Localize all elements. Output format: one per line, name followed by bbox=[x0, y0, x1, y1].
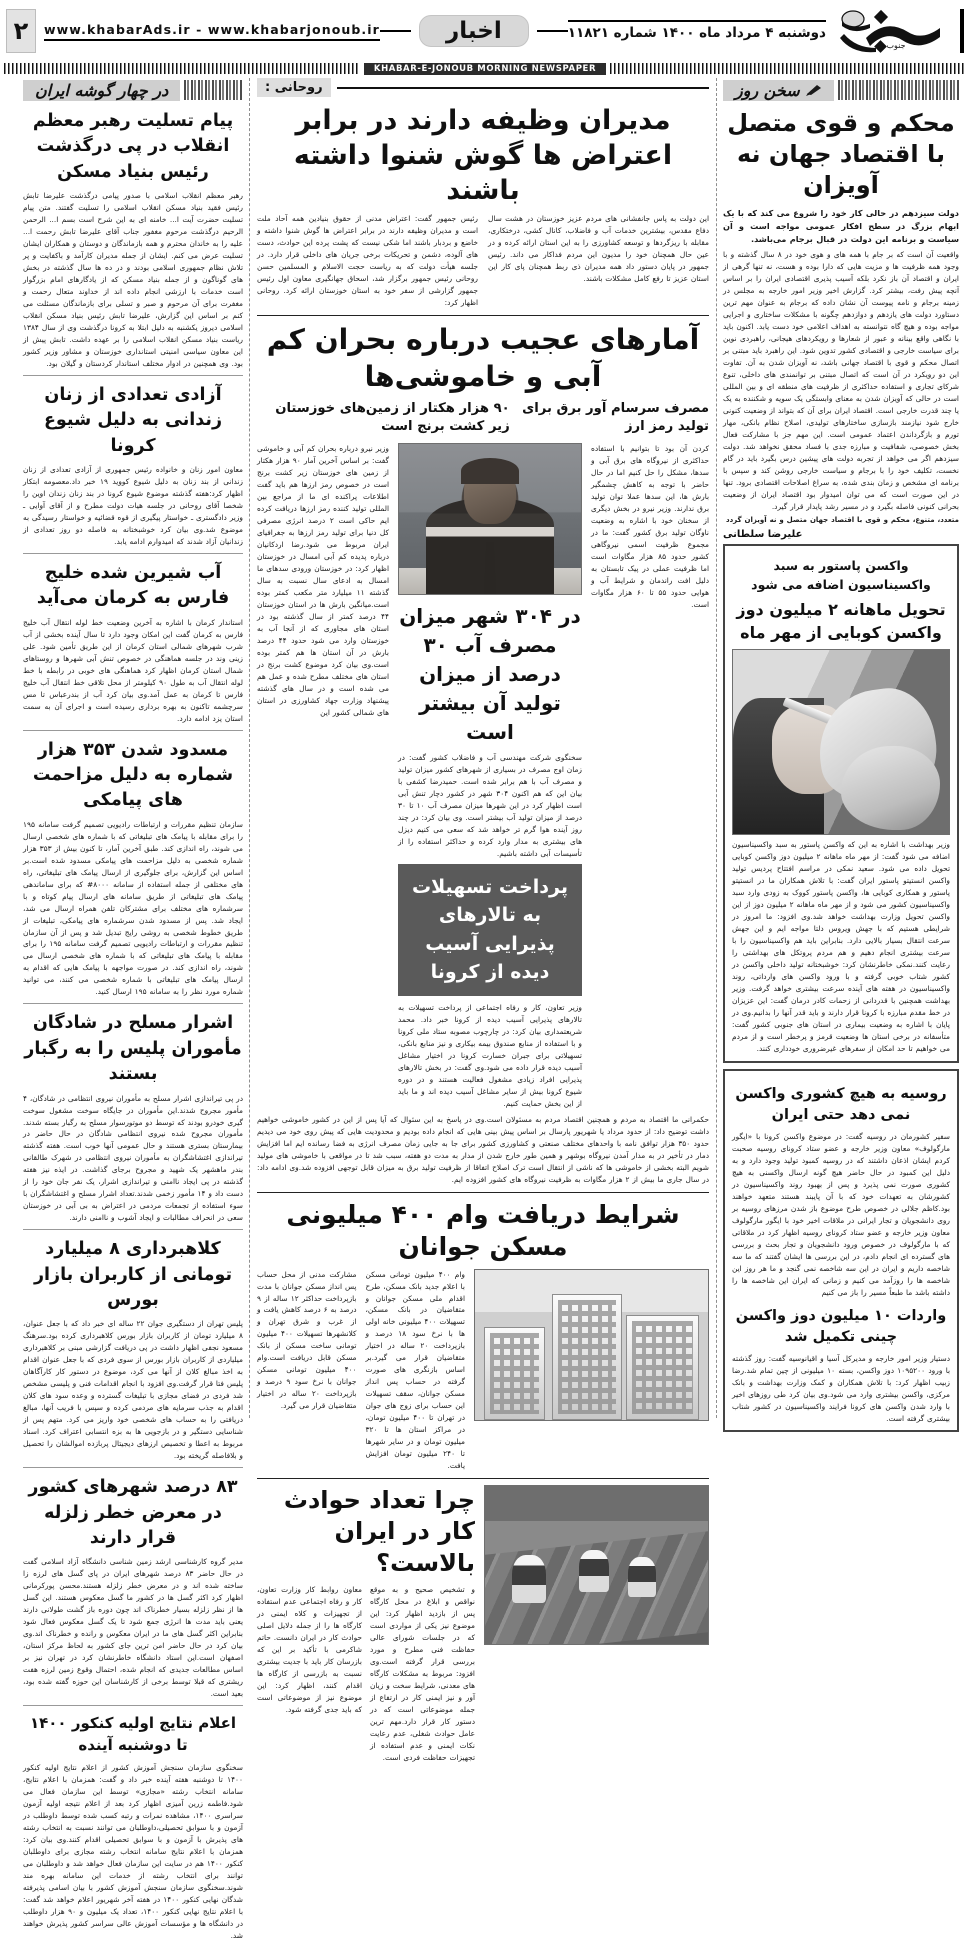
banner-sokhan-rooz bbox=[723, 78, 959, 102]
vaccine-article bbox=[723, 544, 959, 1062]
banner-label-wrap-2 bbox=[23, 80, 180, 101]
banner-pattern-2 bbox=[184, 80, 243, 100]
housing-body-right: مشارکت مدنی از محل حساب پس انداز مسکن جوانان با مدت بازپرداخت حداکثر ۱۲ ساله از ۹ درصد به ۶ درصد کاهش یافت و از غرب و شرق تهران و کلانشهرها تسهیلات ۴۰۰ میلیون تومانی ساخت مسکن از بانک مسکن قابل دریافت است.وام ۴۰۰ میلیون تومانی مسکن جوانان با نرخ سود ۹ درصد و بازپرداخت ۲۰ ساله در اختیار متقاضیان قرار می گیرد. bbox=[257, 1269, 357, 1411]
top-rule bbox=[337, 87, 709, 89]
left-divider-3 bbox=[23, 1003, 243, 1004]
left-divider-5 bbox=[23, 1467, 243, 1468]
column-main-news bbox=[250, 78, 716, 1762]
left-divider-6 bbox=[23, 1705, 243, 1706]
russia-headline: روسیه به هیچ کشوری واکسن نمی دهد حتی ایران bbox=[735, 1085, 947, 1123]
minister-photo bbox=[398, 443, 582, 595]
banner-pattern bbox=[838, 80, 959, 100]
rouhani-kicker: روحانی : bbox=[257, 78, 331, 97]
left-divider-0 bbox=[23, 375, 243, 376]
water-crisis-headline: آمارهای عجیب درباره بحران کم آبی و خاموشی‌ها bbox=[266, 323, 700, 393]
photo-worker-2 bbox=[579, 1550, 609, 1592]
china-body: دستیار وزیر امور خارجه و مدیرکل آسیا و اقیانوسیه گفت: روز گذشته با ورود ۱۰۹۵۲۰۰ دوز واکسن، بسته ۱۰ میلیونی از چین تمام شد.رضا زبیب اظهار کرد: با تلاش همکاران و کمک وزارت بهداشت و بانک مرکزی، واکسن بیشتری وارد می شود.وی بیان کرد طی روزهای اخیر با وارد شدن واکسن های کرونا فرایند واکسیناسیون در کشور شتاب بیشتری گرفته است. bbox=[732, 1353, 950, 1423]
paper-logo[interactable] bbox=[568, 8, 964, 54]
photo-hair bbox=[461, 458, 519, 484]
editorial-body: واقعیت آن است که بر جام با همه های و هوی خود در ۸ سال گذشته و با وجود همه ظرفیت ها و مزیت هایی که دارا بوده و هست، نه تنها گرهی از ایران و اقتصاد آن باز نکرد بلکه آسیب پذیری اقتصادی ایران را بر اساس آنچه پیش رفت، بیشتر کرد. گزارش اخیر وزیر امور خارجه به مجلس در زمینه برجام و نامه پیوست آن نشان داده که برجام به عنوان مهم ترین دستاورد دولت های یازدهم و دوازدهم چگونه با مشکلات ساختاری و اجرایی مواجه بوده و هیچ گاه نتوانسته به اهداف اعلامی خود دست یابد. اکنون باید با نگاهی واقع بینانه و عبور از شعارها و رویکردهای هیجانی، راهبردی نوین برای سیاست خارجی و اقتصادی کشور تدوین شود. این راهبرد باید مبتنی بر اتصال محکم و قوی با اقتصاد جهانی باشد، نه آویزان شدن به آن. تفاوت این دو رویکرد در آن است که اتصال مبتنی بر توانمندی های داخلی، تنوع شرکای تجاری و استفاده حداکثری از ظرفیت های منطقه ای و بین المللی است در حالی که آویزان شدن به معنای وابستگی یک سویه و شکننده به یک یا چند قدرت خارجی است. اقتصاد ایران برای آن که بتواند از وضعیت کنونی خارج شود نیازمند بازسازی ساختارهای تولیدی، اصلاح نظام بانکی، مهار تورم و بازگرداندن اعتماد عمومی است. این مهم جز با مشارکت فعال بخش خصوصی، شفافیت و مبارزه جدی با فساد محقق نخواهد شد. دولت سیزدهم اگر می خواهد از تجربه دولت های پیشین درس بگیرد باید در گام نخست، تکلیف خود را با برجام و سیاست خارجی روشن کند و سپس با برنامه ای مشخص و زمان بندی شده، به سراغ اصلاحات اقتصادی برود. تنها در این صورت است که می توان امیدوار بود اقتصاد ایران از وضعیت بحرانی کنونی فاصله بگیرد و در مسیر رشد پایدار قرار گیرد. bbox=[723, 250, 959, 512]
article-body-0: رهبر معظم انقلاب اسلامی با صدور پیامی درگذشت علیرضا تابش رئیس فقید بنیاد مسکن انقلاب اسلامی را تسلیت گفتند. متن پیام تسلیت حضرت آیت ا... خامنه ای به این شرح است بسم ا... الرحمن الرحیم درگذشت مرحوم مغفور جناب آقای علیرضا تابش رحمت ا... علیه را به خاندان محترم و همه بازماندگان و دوستان و همکاران ایشان تسلیت عرض می کنم. ایشان از جمله مدیران کارآمد و باکفایت و پر تلاش نظام جمهوری اسلامی بودند و در ده ها سال گذشته در بخش های گوناگون و از جمله بنیاد مسکن که از یادگارهای امام بزرگوار است خدمات با ارزشی انجام داده اند از خداوند متعال رحمت و مغفرت برای آن مرحوم و صبر و تسلی برای بازماندگان مسئلت می کنم بر اساس این گزارش، علیرضا تابش رئیس بنیاد مسکن انقلاب اسلامی دیروز یکشنبه به دلیل ابتلا به کرونا درگذشت وی از سال ۱۳۸۴ ریاست بنیاد مسکن انقلاب اسلامی را بر عهده داشت. تابش پیش از این معاون سیاسی امنیتی استانداری خوزستان و مشاور وزیر کشور بود. وی همچنین در ادوار مختلف استاندار کردستان و گیلان بود. bbox=[23, 191, 243, 368]
housing-body-left: وام ۴۰۰ میلیون تومانی مسکن با اعلام جدید بانک مسکن، طرح اقدام ملی مسکن جوانان و متقاضیان در بانک مسکن، تسهیلات ۴۰۰ میلیونی خانه اولی ها با نرخ سود ۱۸ درصد و بازپرداخت ۲۰ ساله در اختیار متقاضیان قرار می گیرد.بر اساس بازنگری های صورت گرفته در حساب پس انداز مسکن جوانان، سقف تسهیلات این حساب برای زوج های جوان در تهران تا ۴۰۰ میلیون تومان، در مراکز استان ها تا ۳۲۰ میلیون تومان و در سایر شهرها تا ۲۴۰ میلیون تومان افزایش یافت. bbox=[365, 1269, 465, 1471]
article-headline-6: ۸۳ درصد شهرهای کشور در معرض خطر زلزله قرار دارند bbox=[28, 1477, 238, 1549]
water-col-b: حکمرانی ما اقتصاد به مردم و همچنین اقتصاد مردم به مسئولان است.وی در پاسخ به این سئوال که آیا پس از این در کشور خاموشی خواهیم داشت توضیح داد: از حدود مرداد یا شهریور پارسال بر اساس پیش بینی هایی که انجام داده بودیم و محدودیت هایی که پیش روی خود می دیدیم حدود ۳۵۰ هزار توافق نامه با واحدهای مختلف صنعتی و کشاورزی کشور برای جا به جایی زمان مصرف انرژی به فضا رسانده ایم اما افزایش دمار در تأخیر در به مدار آمدن نیروگاه بوشهر و همین طور خارج شدن از مدار به مدت دو هفته، سبب شد تا در مواقعی با خاموشی های مولید شویم البته بخشی از خاموشی ها که ناشی از انتقال است ترک اصلاح اتفاقا از ظرفیت تولید برق به میزان قابل توجهی افزوده شد.وی ادامه داد: در سال جاری ما بیش از ۲ هزار مگاوات به ظرفیت نیروگاه های کشور افزوده ایم. bbox=[257, 1114, 709, 1184]
banner-label-2: در چهار گوشه ایران bbox=[35, 80, 169, 100]
banner-label: سخن روز bbox=[735, 80, 800, 100]
photo-hand2-shape bbox=[841, 746, 940, 831]
masthead-right bbox=[6, 9, 380, 53]
work-body-right: معاون روابط کار وزارت تعاون، کار و رفاه اجتماعی عدم استفاده از تجهیزات و کلاه ایمنی در کارگاه ها را از جمله دلایل اصلی حوادث کار در ایران دانست. حاتم شاکرمی با تأکید بر این که بازرسان کار باید با جدیت بیشتری نسبت به بازرسی از کارگاه ها اقدام کنند، اظهار کرد: این موضوع نیز از موضوعاتی است که باید جدی گرفته شود. bbox=[257, 1584, 362, 1714]
city-water-body: سخنگوی شرکت مهندسی آب و فاضلاب کشور گفت: در زمان اوج مصرف در بسیاری از شهرهای کشور میزان تولید و مصرف آب با هم برابر شده است. حمیدرضا کشفی با بیان این که هم اکنون ۳۰۴ شهر در کشور دچار تنش آبی است اظهار کرد در این شهرها میزان مصرف آب ۱۰ تا ۳۰ درصد از میزان تولید آب بیشتر است. وی بیان کرد: در چند روز آینده هوا گرم تر خواهد شد که سعی می کنیم دیزل های بیشتری به مدار وارد کرده و حداکثر استفاده را از تأسیسات آبی داشته باشیم. bbox=[398, 752, 583, 858]
logo-rule bbox=[960, 9, 964, 53]
apartment-photo bbox=[474, 1269, 709, 1421]
masthead-center bbox=[380, 0, 568, 62]
article-headline-5: کلاهبرداری ۸ میلیارد تومانی از کاربران بازار بورس bbox=[33, 1239, 233, 1311]
divider-1 bbox=[257, 315, 709, 316]
article-body-2: استاندار کرمان با اشاره به آخرین وضعیت خط لوله انتقال آب خلیج فارس به کرمان گفت این امکان وجود دارد تا سال آینده بخشی از آب شرب شهرهای شمالی استان کرمان از این طریق تأمین شود. علی زینی وند در جلسه هماهنگی در خصوص تنش آبی شهرها و روستاهای شمال استان کرمان اظهار کرد هماهنگی های خوبی در رابطه با خط لوله انتقال آب به طول ۹۰ کیلومتر از محل تلاقی خط انتقال آب خلیج فارس تا کرمان به عمل آمد.وی بیان کرد آب از بندرعباس تا مس سرچشمه تاکنون به بهره برداری رسیده است و اجرای آن به سمت استان یزد ادامه دارد. bbox=[23, 617, 243, 723]
photo-worker-1 bbox=[512, 1555, 546, 1603]
article-body-6: مدیر گروه کارشناسی ارشد زمین شناسی دانشگاه آزاد اسلامی گفت در حال حاضر ۸۳ درصد شهرهای ایران در پای گسل های لرزه زا ساخته شده اند و در معرض خطر زلزله هستند.محسن پورکرمانی اظهار کرد اکثر گسل ها در کشور ما گسل معکوس هستند. این گسل ها از نظر زلزله بسیار خطرناک اند چون دوره باز گشت طولانی دارند یعنی باید مدت ها انرژی جمع شود تا یک گسل معکوس فعال شود بنابراین اکثر گسل های ما در ایران معکوس و رانده و خطرناک اند.وی بیان کرد در حال حاضر امن ترین جای کشور به لحاظ مرکز استان، اصفهان است.این استاد دانشگاه خاطرنشان کرد در تهران نیز بر اساس مطالعات جدیدی که انجام شده، احتمال وقوع زمین لرزه هفت ریشتری که قبلا توسط برخی از کارشناسان این حوزه گفته شده بود، بعید است. bbox=[23, 1557, 243, 1699]
vaccine-headline: تحویل ماهانه ۲ میلیون دوز واکسن کوبایی از مهر ماه bbox=[736, 599, 946, 642]
workers-photo bbox=[484, 1485, 709, 1645]
divider-2 bbox=[257, 1192, 709, 1193]
article-body-5: پلیس تهران از دستگیری جوان ۲۲ ساله ای خبر داد که با جعل عنوان، ۸ میلیارد تومان از کاربران بازار بورس کلاهبرداری کرده بود.سرهنگ مسعود نجفی اظهار داشت در پی دریافت گزارشی مبنی بر کلاهبرداری میلیاردی از کاربران بازار بورس از سوی فردی که با جعل عنوان اقدام به اخذ مبالغ کلان از آنها می کرد، موضوع در دستور کار کارآگاهان پلیس فتا قرار گرفت.وی افزود با انجام اقدامات فنی و پلیسی مشخص شد فردی در فضای مجازی با تبلیغات گسترده و وعده سود های کلان اقدام به جذب سرمایه های مردمی کرده و سپس با فریب آنها، مبالغ دریافتی را به حساب های شخصی خود واریز می کرد. متهم پس از شناسایی دستگیر و در بازجویی ها به بزه انتسابی اعتراف کرد. اسناد مربوط به اعطا و تخصیص ارزهای دیجیتال پربازده اموالشان را تحصیل و بلافاصله گریخته بود. bbox=[23, 1319, 243, 1461]
khabar-logo-icon bbox=[836, 8, 954, 54]
strip-dashes-left bbox=[610, 63, 966, 74]
rouhani-headline: مدیران وظیفه دارند در برابر اعتراض ها گوش شنوا داشته باشند bbox=[293, 105, 673, 207]
work-accidents-headline: چرا تعداد حوادث کار در ایران بالاست؟ bbox=[283, 1486, 475, 1577]
divider-3 bbox=[257, 1478, 709, 1479]
china-headline: واردات ۱۰ میلیون دوز واکسن چینی تکمیل شد bbox=[735, 1307, 947, 1345]
work-body-left: و تشخیص صحیح و به موقع نواقص و ابلاغ در محل کارگاه پس از بازدید اظهار کرد: این موضوع نیز یکی از مواردی است که در جلسات شورای عالی حفاظت فنی مطرح و مورد بررسی قرار گرفته است.وی افزود: مربوط به مشکلات کارگاه های معدنی، شرایط سخت و زیان آور و نیز ایمنی کار در ارتفاع از جمله موضوعاتی است که در دستور کار قرار دارد.مهم ترین عامل حوادث شغلی، عدم رعایت نکات ایمنی و عدم استفاده از تجهیزات حفاظت فردی است. bbox=[370, 1584, 475, 1762]
water-col-a: وزیر نیرو درباره بحران کم آبی و خاموشی گفت: بر اساس آخرین آمار ۹۰ هزار هکتار از زمین های خوزستان زیر کشت برنج است در خصوص رمز ارزها هم باید گفت اطلاعات پراکنده ای ما از مراجع بین المللی تولید کننده رمز ارزها دریافت کرده ایم حاکی است ۲ درصد انرژی مصرفی کل دنیا برای تولید رمز ارزها به جغرافیای ایران مربوط می شود.رضا اردکانیان درباره پدیده کم آبی امسال در خوزستان اظهار کرد: در خوزستان ورودی سدهای ما امسال به ادعای سال نسبت به سال گذشته ۱۱ میلیارد متر مکعب کمتر بوده است.میانگین بارش ها در استان خوزستان ۴۴ درصد کمتر از سال گذشته بود در استان های مجاوری که از آنجا آب به خوزستان وارد می شود حدود ۴۴ درصد بارش در آن استان ها هم کمتر بوده است.وی بیان کرد موضوع کشت برنج در استان های مختلف مطرح شده و عمل هم می شده است و در سال های گذشته پیشنهاد وزارت جهاد کشاورزی در استان های شمالی کشور این bbox=[257, 443, 390, 717]
article-body-3: سازمان تنظیم مقررات و ارتباطات رادیویی تصمیم گرفت سامانه ۱۹۵ را برای مقابله با پیامک های تبلیغاتی که با شماره های شخصی ارسال می شوند، راه اندازی کند. طبق آخرین آمار، تا کنون بیش از ۳۵۳ هزار شماره شخصی به دلیل مزاحمت های پیامکی مسدود شده است.بر اساس این گزارش، برای جلوگیری از ارسال پیامک های تبلیغاتی، راه های مختلفی از جمله استفاده از سامانه ۸۰۰۰# که برای ساماندهی پیامک های تبلیغاتی از طریق سامانه های ارسال پیام کوتاه و با سرشماره های مختلف برای مشترکان تلفن همراه ارسال می شد، ایجاد شد. پس از مسدود شدن سرشماره های پیامکی، تبلیغات از طریق خطوط شخصی به روشی رایج تبدیل شد و پس از آن سازمان تنظیم مقررات و ارتباطات رادیویی تصمیم گرفت سامانه ۱۹۵ را برای مقابله با پیامک های تبلیغاتی که با شماره های شخصی ارسال می شوند، راه اندازی کند. در صورت مواجهه با پیامک هایی که اقدام به ارسال پیامک های تبلیغاتی با شماره شخصی می کنند، می توانید شماره مورد نظر را به سامانه ۱۹۵ ارسال کنید. bbox=[23, 819, 244, 997]
article-headline-1: آزادی تعدادی از زنان زندانی به دلیل شیوع کرونا bbox=[43, 384, 223, 456]
english-paper-name: KHABAR-E-JONOUB MORNING NEWSPAPER bbox=[364, 63, 606, 75]
russia-body: سفیر کشورمان در روسیه گفت: در موضوع واکسن کرونا با «ایگور مارگولوف» معاون وزیر خارجه و عضو ستاد کرونای روسیه صحبت کردم ایشان اذعان داشتند که در روسیه کمبود تولید وجود دارد و به دلیل این کمبود در حال حاضر هیچ گونه ارسال واکسنی به هیچ کشوری صورت نمی پذیرد و پس از بهبود روند واکسیناسیون در کشورشان به تعهدات خود که با آن پایبند هستند متعهد خواهند بود.کاظم جلالی در خصوص طرح موضوع باز شدن مرزهای روسیه بر روی دانشجویان و تجار ایرانی در ملاقات اخیر خود با ایگور مارگولوف معاون وزیر خارجه و عضو ستاد کرونای روسیه اظهار کرد در ملاقاتی که با مارگولوف در خصوص ورود دانشجویان و تجار بحث و بررسی های گسترده ای انجام دادم، در این بررسی ها ایشان گفتند که ما سه شاخصه داریم و ایران در این سه شاخصه نمی گنجد و ما هر روز این شاخصه ها را روزآمد می کنیم و زمانی که ایران این شاخصه ها را داشته باشد ما طبعاً مسیر را باز می کنیم bbox=[732, 1131, 950, 1297]
masthead-rule-left bbox=[537, 30, 568, 32]
water-crisis-subheads bbox=[257, 400, 709, 437]
article-headline-4: اشرار مسلح در شادگان مأموران پلیس را به رگبار بستند bbox=[24, 1013, 242, 1085]
svg-text:جنوب: جنوب bbox=[886, 41, 906, 50]
city-water-subhead: در ۳۰۴ شهر میزان مصرف آب ۳۰ درصد از میزان تولید آن بیشتر است bbox=[399, 603, 581, 744]
column-opinion bbox=[717, 78, 965, 1423]
building-shape-2 bbox=[552, 1294, 622, 1420]
water-col-c: کردن آن بود تا بتوانیم با استفاده حداکثری از نیروگاه های برق آبی و سدها، مشکل را حل کنیم اما در حال حاضر با توجه به کاهش چشمگیر بارش ها، این سدها عملا توان تولید برق ندارند. وزیر نیرو در بخش دیگری از سخنان خود با اشاره به وضعیت ناوگان تولید برق کشور گفت: ما در مجموع ظرفیت اسمی نیروگاهی کشور حدود ۸۵ هزار مگاوات است اما ظرفیت عملی در پیک تابستان به دلیل افت راندمان و شرایط آب و هوایی حدود ۵۵ تا ۶۰ هزار مگاوات است. bbox=[591, 443, 710, 609]
vaccine-kicker: واکسن پاستور به سبد واکسیناسیون اضافه می شود bbox=[751, 558, 931, 592]
issue-date: دوشنبه ۴ مرداد ماه ۱۴۰۰ شماره ۱۱۸۲۱ bbox=[568, 20, 826, 42]
subhead-right: ۹۰ هزار هکتار از زمین‌های خوزستان زیر کشت برنج است bbox=[275, 400, 510, 435]
website-urls[interactable]: www.khabarAds.ir - www.khabarjonoub.ir bbox=[44, 22, 380, 41]
article-body-1: معاون امور زنان و خانواده رئیس جمهوری از آزادی تعدادی از زنان زندانی از بند زنان به دلیل شیوع کووید ۱۹ خبر داد.معصومه ابتکار اظهار کرد:هفته گذشته موضوع شیوع کرونا در بند زنان زندان اوین را شخصا آقای روحانی در جلسه هیات دولت مطرح و از آقای آوایی ـ وزیر دادگستری ـ خواستار پیگیری از قوه قضائیه و خواستار رسیدگی به موضوع شد.وی بیان کرد خوشبختانه به فاصله دو روز تعدادی از زندانیان آزاد شدند که امیدوارم ادامه یابد. bbox=[23, 465, 244, 546]
subhead-left: مصرف سرسام آور برق برای تولید رمز ارز bbox=[522, 400, 709, 435]
article-headline-2: آب شیرین شده خلیج فارس به کرمان می‌آید bbox=[36, 562, 230, 609]
vaccine-body: وزیر بهداشت با اشاره به این که واکسن پاستور به سبد واکسیناسیون اضافه می شود گفت: از مهر ماه ماهانه ۲ میلیون دوز واکسن کوبایی تحویل داده می شود. سعید نمکی در مراسم افتتاح پردیس تولید واکسن انستیتو پاستور ایران گفت: با تلاش همکاران ما در انستیتو پاستور و همکاری کوبایی ها، واکسن پاستور کووک به زودی وارد سبد واکسیناسیون کشور می شود و از مهر ماه ماهانه ۲ میلیون دوز از این واکسن تحویل وزارت بهداشت خواهد شد.وی افزود: ما امروز در شرایطی هستیم که با جهش ویروس دلتا مواجه ایم و این جهش سرعت انتقال بسیار بالایی دارد. بنابراین باید هم واکسیناسیون را با سرعت بیشتری انجام دهیم و هم مردم پروتکل های بهداشتی را رعایت کنند.نمکی خاطرنشان کرد: خوشبختانه تولید داخلی واکسن در کشور شتاب خوبی گرفته و با ورود واکسن های وارداتی، روند واکسیناسیون در هفته های آینده سرعت بیشتری خواهد گرفت. وزیر بهداشت همچنین با قدردانی از زحمات کادر درمان گفت: این عزیزان در خط مقدم مبارزه با کرونا قرار دارند و باید قدر آنها را بدانیم.وی در پایان با اشاره به وضعیت بیماری در استان های جنوبی کشور گفت: متأسفانه در برخی استان ها وضعیت قرمز و پرخطر است و از مردم می خواهیم تا حد امکان از سفرهای غیرضروری خودداری کنند. bbox=[732, 840, 951, 1053]
page-number: ۲ bbox=[6, 9, 36, 53]
column-iran-news bbox=[17, 78, 249, 1940]
banner-label-wrap bbox=[723, 80, 834, 101]
building-shape-3 bbox=[626, 1315, 698, 1420]
strip-dashes-right bbox=[4, 63, 360, 74]
russia-china-block bbox=[723, 1069, 959, 1433]
banquet-box-headline: پرداخت تسهیلات به تالارهای پذیرایی آسیب دیده از کرونا bbox=[398, 864, 582, 996]
article-headline-0: پیام تسلیت رهبر معظم انقلاب در پی درگذشت رئیس بنیاد مسکن bbox=[32, 111, 234, 182]
building-shape-1 bbox=[484, 1327, 545, 1420]
banner-iran-corners bbox=[23, 78, 243, 102]
editorial-headline: محکم و قوی متصل با اقتصاد جهان نه آویزان bbox=[727, 109, 955, 200]
page-grid bbox=[0, 74, 970, 1940]
left-divider-2 bbox=[23, 730, 243, 731]
masthead bbox=[0, 0, 970, 62]
masthead-rule-right bbox=[380, 30, 411, 32]
pen-icon bbox=[806, 81, 822, 100]
editorial-author: علیرضا سلطانی bbox=[723, 529, 803, 541]
section-title: اخبار bbox=[419, 15, 529, 47]
vaccination-photo bbox=[732, 649, 950, 835]
article-headline-3: مسدود شدن ۳۵۳ هزار شماره به دلیل مزاحمت های پیامکی bbox=[32, 739, 234, 811]
article-body-7: سخنگوی سازمان سنجش آموزش کشور از اعلام نتایج اولیه کنکور ۱۴۰۰ تا دوشنبه هفته آینده خبر داد و گفت: همزمان با اعلام نتایج، سامانه انتخاب رشته «مجازی» توسط این سازمان فعال می شود.فاطمه زرین آمیزی اظهار کرد بعد از اعلام نتیجه اولیه آزمون سراسری ۱۴۰۰، مشاهده نمرات و رتبه کسب شده توسط داوطلب در آزمون و با سوابق تحصیلی،داوطلبان می توانند نسبت به انتخاب رشته های پذیرش با آزمون و با سوابق تحصیلی اقدام کنند.وی بیان کرد: همزمان با اعلام نتایج سامانه انتخاب رشته مجازی برای داوطلبان کنکور ۱۴۰۰ هم در سایت این سازمان فعال خواهد شد و داوطلبان می توانند برای انتخاب رشته از خدمات این سامانه بهره مند شوند.سخنگوی سازمان سنجش آموزش کشور با بیان اسامی پذیرفته شدگان نهایی کنکور ۱۴۰۰ در هفته آخر شهریور اعلام خواهد شد گفت: با اعلام نتایج نهایی کنکور ۱۴۰۰، تعداد یک میلیون و ۹۰ هزار داوطلب در دانشگاه ها و مؤسسات آموزش عالی سراسر کشور پذیرش خواهند شد. bbox=[23, 1762, 244, 1940]
editorial-summary: متعدد، متنوع، محکم و قوی با اقتصاد جهان متصل و نه آویزان گردد bbox=[725, 516, 959, 525]
article-body-4: در پی تیراندازی اشرار مسلح به مأموران نیروی انتظامی در شادگان، ۴ مأمور مجروح شدند.این مأموران در جایگاه سوخت مشغول سوخت گیری خودرو بودند که توسط دو موتورسوار مسلح به رگبار بسته شدند. مأموران مجروح شده نیروی انتظامی شادگان در حال حاضر در بیمارستان بستری هستند و حال عمومی آنها خوب است. هفته گذشته تیراندازی اغتشاشگران به مأموران نیروی انتظامی در شهرک طالقانی بندر ماهشهر یک شهید و مجروح برجای گذاشت. در ایذه نیز هفته گذشته در پی ایجاد ناامنی و تیراندازی اشرار، یک نفر جان خود را از دست داد و ۱۴ مأمور زخمی شدند.تعداد اشرار مسلح و اغتشاشگران با سوء استفاده از تجمعات مردمی در اعتراض به بی آبی در خوزستان سعی در انحراف مطالبات و ایجاد آشوب و ناامنی دارند. bbox=[23, 1093, 243, 1223]
banquet-box-body: وزیر تعاون، کار و رفاه اجتماعی از پرداخت تسهیلات به تالارهای پذیرایی آسیب دیده از کرونا خبر داد. محمد شریعتمداری بیان کرد: در چارچوب مصوبه ستاد ملی کرونا و با استفاده از منابع صندوق بیمه بیکاری و نیز منابع بانکی، تسهیلاتی برای جبران خسارت کرونا در اختیار مشاغل آسیب دیده قرار داده می شود.وی گفت: در بخش تالارهای پذیرایی افراد زیادی مشغول فعالیت هستند و در دوره شیوع کرونا بیش از سایر مشاغل آسیب دیده اند و ما باید از این بخش حمایت کنیم. bbox=[398, 1002, 582, 1108]
article-headline-7: اعلام نتایج اولیه کنکور ۱۴۰۰ تا دوشنبه آینده bbox=[29, 1714, 237, 1754]
housing-loan-headline: شرایط دریافت وام ۴۰۰ میلیونی مسکن جوانان bbox=[286, 1199, 680, 1262]
photo-worker-3 bbox=[628, 1557, 656, 1597]
left-divider-1 bbox=[23, 553, 243, 554]
left-divider-4 bbox=[23, 1229, 243, 1230]
masthead-strip bbox=[4, 63, 966, 74]
editorial-lead: دولت سیزدهم در حالی کار خود را شروع می کند که با یک ابهام بزرگ در سطح افکار عمومی مواجه است و آن سیاست و برنامه این دولت در قبال برجام می‌باشد. bbox=[723, 207, 959, 245]
rouhani-body-right: رئیس جمهور گفت: اعتراض مدنی از حقوق بنیادین همه آحاد ملت است و مدیران وظیفه دارند در برابر اعتراض ها گوش شنوا داشته و خاضع و بردبار باشند اما شکی نیست که پشت پرده این حوادث، دست های آلوده، دشمن و تحریکات برخی جریان های داخلی قرار دارد. در جلسه هیأت دولت که به ریاست حجت الاسلام و المسلمین حسن روحانی رئیس جمهور برگزار شد، اسحاق جهانگیری معاون اول رئیس جمهور گزارشی از سفر خود به استان خوزستان ارائه کرد. روحانی اظهار کرد: bbox=[257, 214, 478, 308]
rouhani-body-left: این دولت به پاس جانفشانی های مردم عزیز خوزستان در هشت سال دفاع مقدس، بیشترین خدمات آب و فاضلاب، کانال کشی، درختکاری، مقابله با ریزگردها و توسعه کشاورزی را به این استان ارائه کرده و در عین حال همچنان خود را مدیون این مردم فداکار می داند. رئیس جمهور در پایان دستور داد همه مدیران ذی ربط همچنان پای کار این استان عزیز تا رفع کامل مشکلات باشند. bbox=[488, 214, 709, 284]
